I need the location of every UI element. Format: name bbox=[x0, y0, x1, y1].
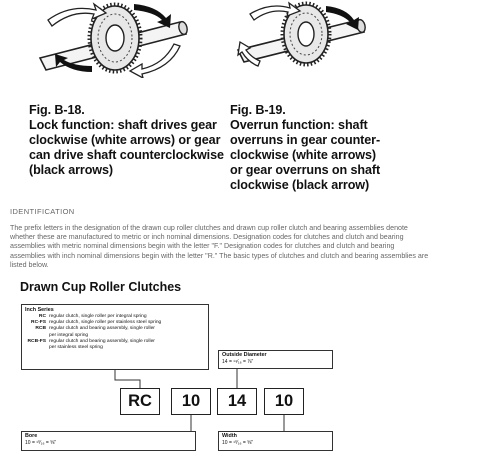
caption-line: or gear overruns on shaft bbox=[230, 163, 381, 177]
fig-b18-caption bbox=[29, 103, 229, 178]
caption-line: Overrun function: shaft bbox=[230, 118, 368, 132]
outside-diameter-title: Outside Diameter bbox=[222, 352, 267, 358]
bore-value: 10 = ¹⁰⁄₁₆ = ⅝" bbox=[25, 440, 57, 446]
series-code bbox=[25, 345, 49, 351]
caption-line: clockwise (white arrows) bbox=[230, 148, 376, 162]
paragraph-line: assemblies with metric nominal dimensions begin with the letter "F." Designation codes for clutches and clutch and bearing bbox=[10, 242, 395, 251]
series-title: Inch Series bbox=[25, 307, 54, 313]
caption-line: Lock function: shaft drives gear bbox=[29, 118, 217, 132]
designation-code-bore: 10 bbox=[171, 388, 211, 415]
series-code: RCB bbox=[35, 326, 46, 332]
outside-diameter-box bbox=[218, 350, 333, 369]
width-title: Width bbox=[222, 433, 237, 439]
caption-line: (black arrows) bbox=[29, 163, 113, 177]
caption-line: clockwise (white arrows) or gear bbox=[29, 133, 221, 147]
designation-code-outside-diameter: 14 bbox=[217, 388, 257, 415]
figure-label: Fig. B-19. bbox=[230, 103, 286, 117]
identification-paragraph bbox=[10, 224, 482, 270]
designation-code-width: 10 bbox=[264, 388, 304, 415]
caption-line: can drive shaft counterclockwise bbox=[29, 148, 224, 162]
diagram-title: Drawn Cup Roller Clutches bbox=[20, 280, 182, 294]
caption-line: overruns in gear counter- bbox=[230, 133, 381, 147]
figure-label: Fig. B-18. bbox=[29, 103, 85, 117]
bore-box bbox=[21, 431, 196, 451]
width-value: 10 = ¹⁰⁄₁₆ = ⅝" bbox=[222, 440, 254, 446]
series-desc: regular clutch, single roller per stainless steel spring bbox=[49, 320, 162, 326]
series-code: RC-FS bbox=[31, 320, 46, 326]
inch-series-box bbox=[21, 304, 209, 370]
fig-b19-illustration bbox=[230, 0, 380, 72]
series-desc: regular clutch, single roller per integral spring bbox=[49, 314, 147, 319]
paragraph-line: assemblies with inch nominal dimensions begin with the letter "R." The basic types of clutches and clutch and bearing assemblies are bbox=[10, 251, 429, 260]
series-desc: per integral spring bbox=[49, 332, 89, 338]
series-code: RCB-FS bbox=[27, 338, 46, 344]
bore-title: Bore bbox=[25, 433, 38, 439]
series-desc: regular clutch and bearing assembly, single roller bbox=[49, 326, 155, 332]
caption-line: clockwise (black arrow) bbox=[230, 178, 370, 192]
paragraph-line: listed below. bbox=[10, 260, 49, 269]
identification-heading: IDENTIFICATION bbox=[10, 207, 75, 216]
width-box bbox=[218, 431, 333, 451]
fig-b18-illustration bbox=[30, 0, 200, 78]
series-desc: per stainless steel spring bbox=[49, 345, 103, 351]
fig-b19-caption bbox=[230, 103, 430, 193]
outside-diameter-value: 14 = ¹⁴⁄₁₆ = ⅞" bbox=[222, 359, 254, 365]
series-code: RC bbox=[38, 314, 46, 319]
series-desc: regular clutch and bearing assembly, single roller bbox=[49, 338, 155, 344]
series-row bbox=[25, 345, 205, 351]
paragraph-line: whether these are manufactured to metric or inch nominal dimensions. Designation codes for clutches and clutch and bearing bbox=[10, 233, 404, 242]
paragraph-line: The prefix letters in the designation of the drawn cup roller clutches and drawn cup roller clutch and bearing assemblies denote bbox=[10, 224, 408, 232]
designation-code-prefix: RC bbox=[120, 388, 160, 415]
